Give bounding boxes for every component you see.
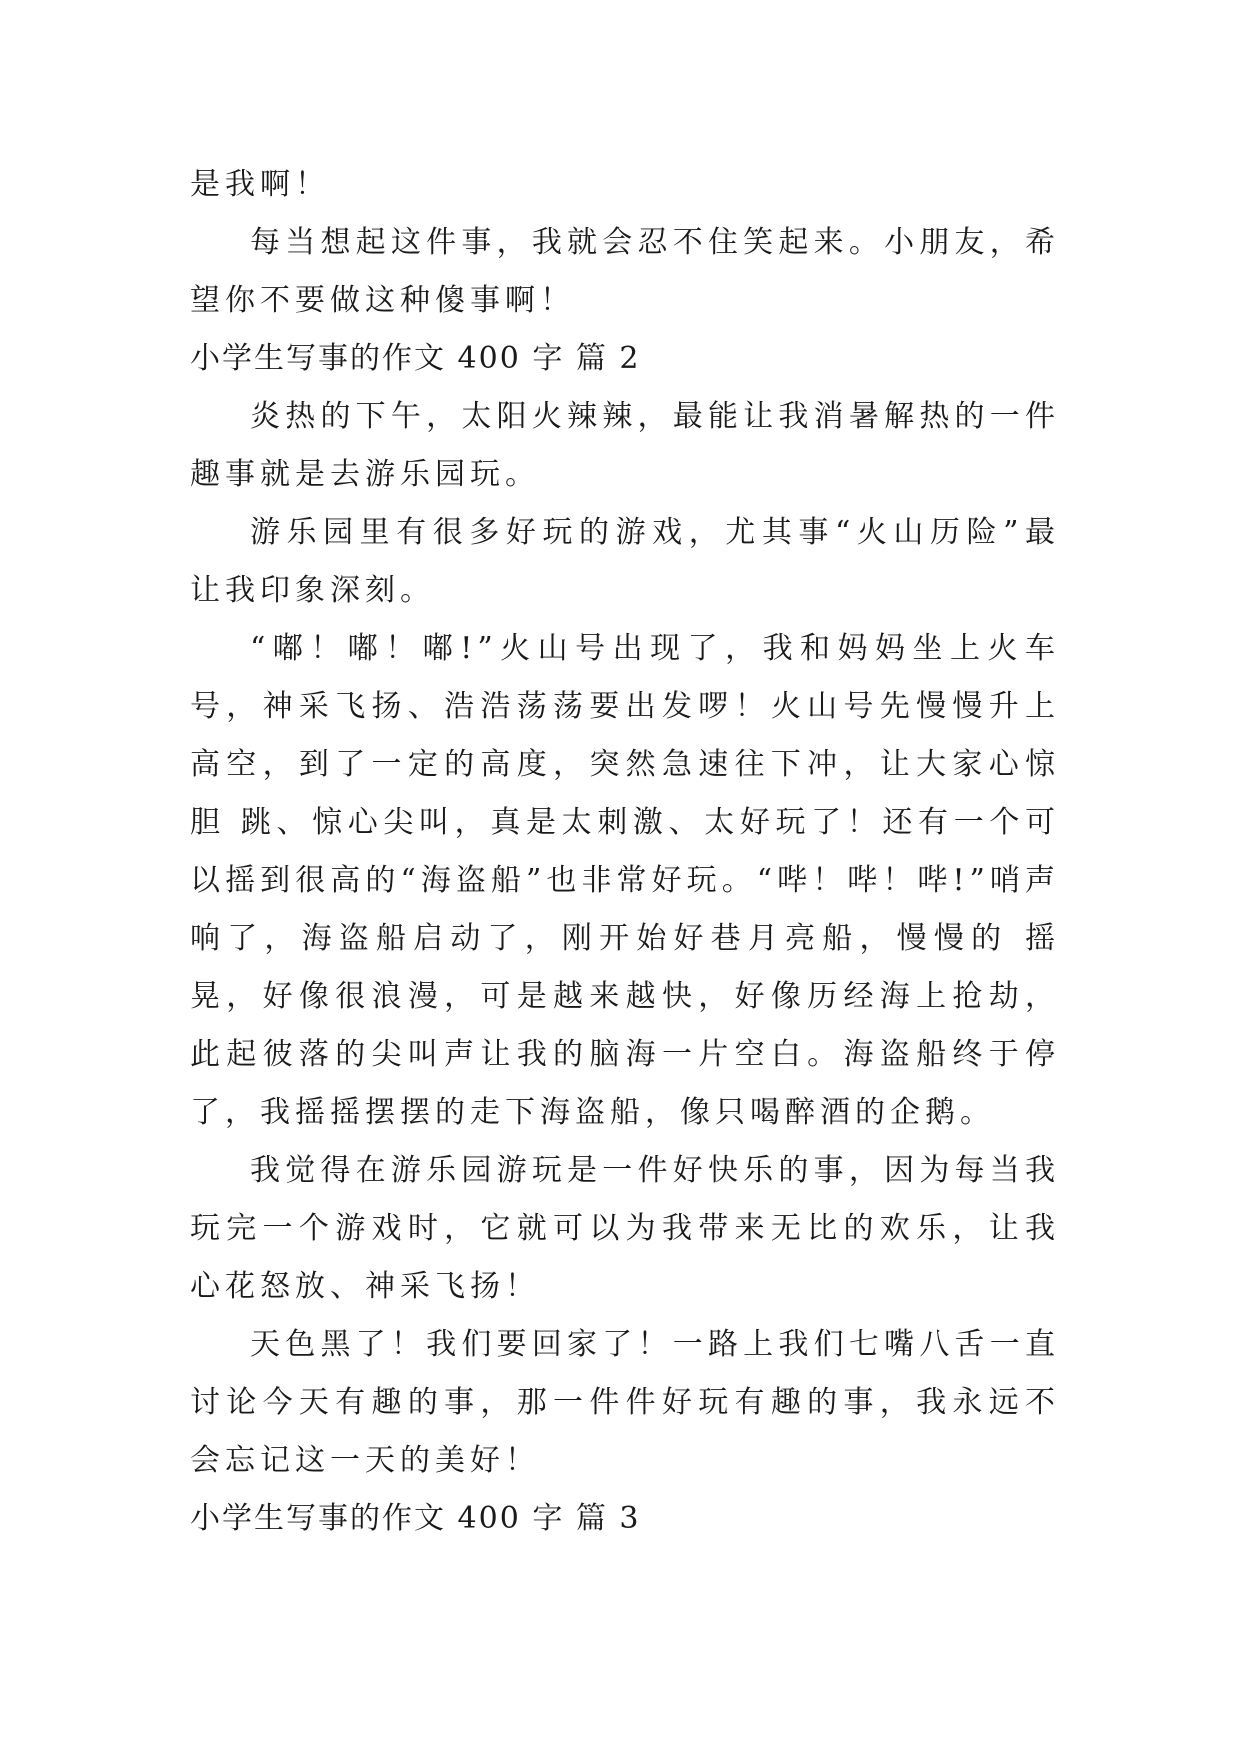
document-body (190, 156, 1060, 1548)
paragraph-2: 每当想起这件事，我就会忍不住笑起来。小朋友，希望你不要做这种傻事啊！ (190, 225, 1060, 318)
paragraph-5: “嘟！嘟！嘟!”火山号出现了，我和妈妈坐上火车号，神采飞扬、浩浩荡荡要出发啰！火山号先慢慢升上高空，到了一定的高度，突然急速往下冲，让大家心惊胆 跳、惊心尖叫，真是太刺激、太好玩了！还有一个可以摇到很高的“海盗船”也非常好玩。“哔！哔！哔!”哨声响了，海盗船启动了，刚开始好巷月亮船，慢慢的 摇晃，好像很浪漫，可是越来越快，好像历经海上抢劫，此起彼落的尖叫声让我的脑海一片空白。海盗船终于停了，我摇摇摆摆的走下海盗船，像只喝醉酒的企鹅。 (190, 631, 1060, 1130)
paragraph-3: 炎热的下午，太阳火辣辣，最能让我消暑解热的一件趣事就是去游乐园玩。 (190, 399, 1060, 492)
section-heading-2: 小学生写事的作文 400 字 篇 2 (190, 341, 641, 376)
paragraph-1: 是我啊！ (190, 167, 330, 202)
paragraph-4: 游乐园里有很多好玩的游戏，尤其事“火山历险”最让我印象深刻。 (190, 515, 1060, 608)
paragraph-6: 我觉得在游乐园游玩是一件好快乐的事，因为每当我玩完一个游戏时，它就可以为我带来无比的欢乐，让我心花怒放、神采飞扬！ (190, 1153, 1060, 1304)
paragraph-7: 天色黑了！我们要回家了！一路上我们七嘴八舌一直讨论今天有趣的事，那一件件好玩有趣的事，我永远不会忘记这一天的美好！ (190, 1327, 1060, 1478)
section-heading-3: 小学生写事的作文 400 字 篇 3 (190, 1501, 641, 1536)
